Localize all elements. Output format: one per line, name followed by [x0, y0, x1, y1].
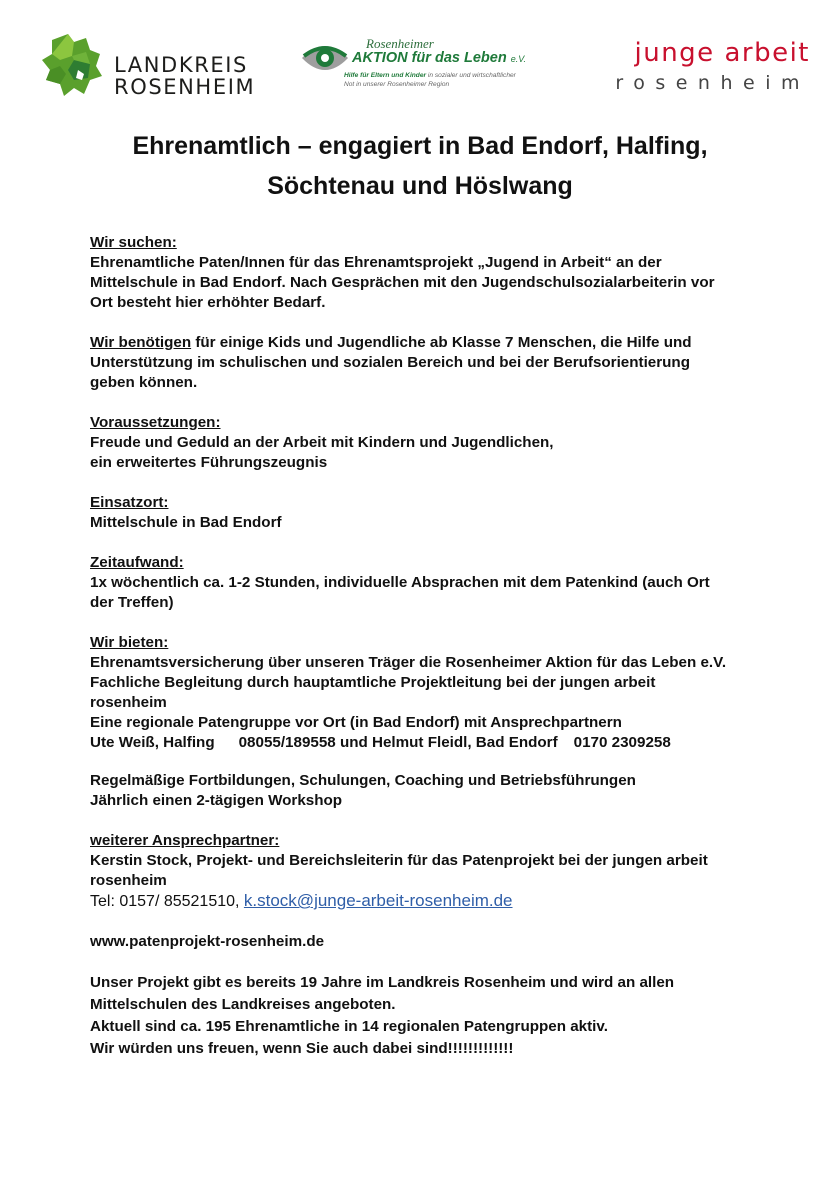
section-requirements [90, 413, 790, 473]
section-closing [90, 972, 790, 1060]
location-line-1: Mittelschule in Bad Endorf [90, 514, 282, 531]
section-need [90, 333, 790, 393]
closing-line-1: Unser Projekt gibt es bereits 19 Jahre im Landkreis Rosenheim und wird an allen [90, 974, 675, 991]
offer-line-1: Ehrenamtsversicherung über unseren Träger die Rosenheimer Aktion für das Leben e.V. [90, 654, 727, 671]
title-line-2: Söchtenau und Höslwang [267, 172, 573, 200]
offer-extra-line-1: Regelmäßige Fortbildungen, Schulungen, Coaching und Betriebsführungen [90, 772, 636, 789]
offer-contact-a-name: Ute Weiß, Halfing [90, 734, 215, 751]
aktion-name: AKTION für das Leben [352, 50, 507, 66]
logo-header [38, 28, 808, 108]
offer-line-3: rosenheim [90, 694, 167, 711]
aktion-main-text [352, 50, 526, 66]
need-heading: Wir benötigen [90, 334, 192, 351]
junge-arbeit-city: rosenheim [615, 72, 810, 94]
document-body [90, 233, 790, 1060]
location-heading: Einsatzort: [90, 494, 169, 511]
aktion-fuer-das-leben-logo [300, 36, 560, 100]
contact-tel-line [90, 891, 790, 912]
aktion-ev: e.V. [510, 54, 527, 64]
time-line-2: der Treffen) [90, 594, 174, 611]
aktion-subtitle-rest: in sozialer und wirtschaftlicher [426, 72, 516, 79]
contact-line-2: rosenheim [90, 872, 167, 889]
search-line-2: Mittelschule in Bad Endorf. Nach Gesprächen mit den Jugendschulsozialarbeiterin vor [90, 274, 715, 291]
website-link[interactable]: www.patenprojekt-rosenheim.de [90, 933, 325, 950]
section-contact [90, 831, 790, 912]
landkreis-line1: LANDKREIS [114, 53, 248, 77]
section-location [90, 493, 790, 533]
requirements-line-1: Freude und Geduld an der Arbeit mit Kindern und Jugendlichen, [90, 434, 554, 451]
closing-line-3: Aktuell sind ca. 195 Ehrenamtliche in 14 regionalen Patengruppen aktiv. [90, 1018, 608, 1035]
aktion-top-text: Rosenheimer [366, 36, 434, 51]
junge-arbeit-logo [588, 38, 810, 98]
search-line-3: Ort besteht hier erhöhter Bedarf. [90, 294, 326, 311]
offer-heading: Wir bieten: [90, 634, 169, 651]
junge-arbeit-text: junge arbeit [634, 38, 810, 68]
contact-line-1: Kerstin Stock, Projekt- und Bereichsleiterin für das Patenprojekt bei der jungen arbeit [90, 852, 708, 869]
need-line-2: Unterstützung im schulischen und sozialen Bereich und bei der Berufsorientierung [90, 354, 690, 371]
closing-line-4: Wir würden uns freuen, wenn Sie auch dabei sind!!!!!!!!!!!!! [90, 1040, 514, 1057]
need-line-3: geben können. [90, 374, 198, 391]
contact-heading: weiterer Ansprechpartner: [90, 832, 280, 849]
requirements-line-2: ein erweitertes Führungszeugnis [90, 454, 328, 471]
offer-line-4: Eine regionale Patengruppe vor Ort (in Bad Endorf) mit Ansprechpartnern [90, 714, 622, 731]
search-heading: Wir suchen: [90, 234, 177, 251]
eye-logo-icon [300, 38, 350, 78]
aktion-subtitle-green: Hilfe für Eltern und Kinder [344, 72, 427, 79]
landkreis-line2: ROSENHEIM [114, 75, 256, 99]
aktion-subtitle-2: Not in unserer Rosenheimer Region [344, 81, 450, 88]
section-search [90, 233, 790, 313]
page-title [60, 126, 780, 206]
time-line-1: 1x wöchentlich ca. 1-2 Stunden, individuelle Absprachen mit dem Patenkind (auch Ort [90, 574, 710, 591]
offer-line-2: Fachliche Begleitung durch hauptamtliche Projektleitung bei der jungen arbeit [90, 674, 656, 691]
offer-contact-b-phone: 0170 2309258 [573, 734, 671, 751]
requirements-heading: Voraussetzungen: [90, 414, 221, 431]
contact-email-link[interactable]: k.stock@junge-arbeit-rosenheim.de [243, 891, 513, 910]
time-heading: Zeitaufwand: [90, 554, 184, 571]
section-time [90, 553, 790, 613]
section-offer [90, 633, 790, 811]
need-line-1-rest: für einige Kids und Jugendliche ab Klasse 7 Menschen, die Hilfe und [191, 334, 692, 351]
offer-contact-a-phone: 08055/189558 und Helmut Fleidl, Bad Endorf [238, 734, 558, 751]
aktion-subtitle-1 [344, 72, 516, 79]
need-line-1 [90, 333, 790, 353]
contact-tel: Tel: 0157/ 85521510, [90, 893, 244, 910]
offer-contacts-line [90, 733, 790, 753]
landkreis-map-icon [38, 30, 108, 100]
search-line-1: Ehrenamtliche Paten/Innen für das Ehrenamtsprojekt „Jugend in Arbeit“ an der [90, 254, 662, 271]
title-line-1: Ehrenamtlich – engagiert in Bad Endorf, Halfing, [132, 132, 708, 160]
closing-line-2: Mittelschulen des Landkreises angeboten. [90, 996, 396, 1013]
offer-extra-line-2: Jährlich einen 2-tägigen Workshop [90, 792, 343, 809]
landkreis-rosenheim-logo [38, 30, 268, 100]
